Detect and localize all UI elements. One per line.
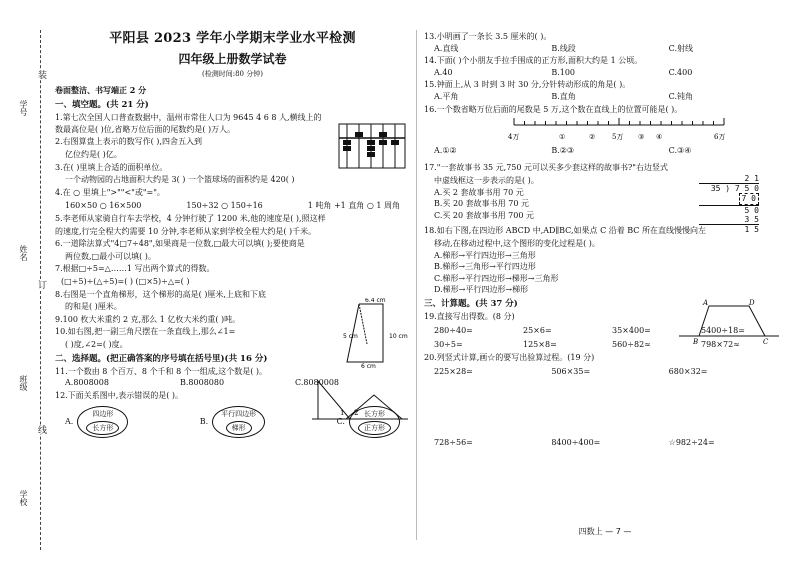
question-4-items bbox=[55, 198, 410, 212]
option-a: A.①② bbox=[434, 145, 457, 155]
abacus-figure bbox=[337, 122, 407, 172]
question-13: 13.小明画了一条长 3.5 厘米的( )。 bbox=[424, 32, 552, 41]
question-10a: 10.如右图,把一副三角尺摆在一条直线上,那么∠1= bbox=[55, 327, 236, 337]
inner-oval: 长方形 bbox=[86, 421, 119, 435]
mark-4: ④ bbox=[656, 133, 663, 142]
compare-item-1: 160×50 ○ 16×500 bbox=[65, 201, 142, 211]
vertical-calc-row-2 bbox=[424, 437, 786, 449]
option-a: A.40 bbox=[434, 67, 453, 77]
question-2b: 亿位约是( )亿。 bbox=[65, 150, 122, 160]
option-c: C.400 bbox=[668, 67, 693, 77]
right-column bbox=[424, 30, 786, 550]
option-c: C.8080008 bbox=[295, 378, 340, 388]
left-column bbox=[55, 30, 410, 550]
number-line-figure bbox=[424, 115, 784, 141]
option-c-letter: C. bbox=[336, 417, 345, 426]
option-b: B.100 bbox=[551, 67, 576, 77]
calc-item: ☆982÷24= bbox=[668, 438, 715, 448]
mark-1: ① bbox=[559, 133, 566, 142]
option-b: B.②③ bbox=[551, 145, 575, 155]
binding-margin bbox=[10, 30, 50, 550]
quadrilateral-figure bbox=[679, 298, 779, 344]
question-1: 1.第七次全国人口普查数据中，温州市常住人口为 9645 4 6 8 人,横线上的数最高位是( )位,省略万位后面的尾数约是( )万人。 bbox=[55, 113, 322, 134]
option-b: B.直角 bbox=[551, 91, 576, 101]
calc-item: 35×400= bbox=[612, 325, 651, 335]
option-a-diagram bbox=[65, 406, 128, 438]
question-15: 15.钟面上,从 3 时到 3 时 30 分,分针转动形成的角是( )。 bbox=[424, 80, 631, 90]
question-18b: 移动,在移动过程中,这个图形的变化过程是( )。 bbox=[434, 238, 600, 248]
mark-3: ③ bbox=[638, 133, 645, 142]
section-1-title: 一、填空题。(共 21 分) bbox=[55, 99, 149, 110]
question-18-options bbox=[424, 250, 664, 296]
question-7b: (□÷5)÷(△÷5)=( ) (□×5)÷△=( ) bbox=[61, 277, 190, 286]
exam-title: 平阳县 2023 学年小学期末学业水平检测 bbox=[109, 31, 356, 46]
question-8a: 8.右图是一个直角梯形，这个梯形的高是( )厘米,上底和下底 bbox=[55, 289, 266, 299]
trapezoid-bottom-label: 6 cm bbox=[361, 363, 376, 368]
option-b: B.8008080 bbox=[180, 378, 225, 388]
option-a-letter: A. bbox=[65, 417, 74, 426]
column-divider bbox=[416, 30, 417, 540]
subtract-step: 3 5 bbox=[744, 214, 759, 224]
mark-2: ② bbox=[589, 133, 596, 142]
question-6a: 6.一道除法算式"4□7÷48",如果商是一位数,□最大可以填( );要使商是 bbox=[55, 239, 305, 249]
calc-item: 280÷40= bbox=[434, 325, 473, 335]
dividend-line: 35 ) 7 5 0 bbox=[699, 183, 759, 193]
calc-item: 728÷56= bbox=[434, 438, 473, 448]
option-b: B.梯形→三角形→平行四边形 bbox=[434, 262, 536, 272]
question-2a: 2.右图算盘上表示的数写作( ),四舍五入到 bbox=[55, 137, 202, 147]
tick-4wan: 4万 bbox=[508, 133, 520, 142]
question-6b: 两位数,□最小可以填( )。 bbox=[65, 251, 156, 261]
question-4: 4.在 ○ 里填上">""<"或"="。 bbox=[55, 187, 165, 197]
tick-5wan: 5万 bbox=[612, 133, 624, 142]
school-label: 学校 bbox=[19, 490, 28, 506]
trapezoid-side-label: 10 cm bbox=[389, 333, 408, 340]
calc-item: 8400÷400= bbox=[551, 438, 601, 448]
triangle-rulers-figure bbox=[310, 373, 410, 423]
right-trapezoid-figure bbox=[337, 298, 412, 368]
question-18a: 18.如右下图,在四边形 ABCD 中,AD∥BC,如果点 C 沿着 BC 所在直线慢慢向左 bbox=[424, 226, 706, 236]
section-2-title: 二、选择题。(把正确答案的序号填在括号里)(共 16 分) bbox=[55, 353, 268, 364]
calc-item: 125×8= bbox=[523, 340, 557, 350]
question-14-options bbox=[424, 67, 786, 79]
point-a: A bbox=[703, 299, 709, 307]
option-a: A.直线 bbox=[434, 43, 459, 53]
point-c: C bbox=[763, 338, 769, 344]
trapezoid-top-label: 6.4 cm bbox=[365, 298, 386, 304]
option-d: D.梯形→平行四边形→梯形 bbox=[434, 285, 529, 295]
option-a: A.买 2 套故事书用 70 元 bbox=[434, 187, 524, 197]
inner-oval: 正方形 bbox=[358, 421, 391, 435]
long-division-figure bbox=[699, 174, 759, 234]
point-b: B bbox=[693, 338, 699, 344]
calc-item: 225×28= bbox=[434, 366, 473, 376]
option-a: A.梯形→平行四边形→三角形 bbox=[434, 250, 536, 260]
quotient: 2 1 bbox=[744, 174, 759, 183]
dashed-box-step: 7 0 bbox=[739, 193, 759, 204]
outer-label: 长方形 bbox=[363, 409, 385, 418]
option-b-diagram bbox=[200, 406, 265, 438]
calc-item: 30÷5= bbox=[434, 340, 463, 350]
option-a: A.平角 bbox=[434, 91, 459, 101]
trapezoid-slant-label: 5 cm bbox=[343, 333, 358, 340]
cut-line bbox=[40, 30, 41, 550]
id-label: 学号 bbox=[19, 100, 28, 116]
time-note: (检测时间:80 分钟) bbox=[202, 70, 263, 79]
outer-label: 平行四边形 bbox=[221, 409, 257, 418]
option-a: A.8008008 bbox=[65, 378, 109, 388]
compare-item-3: 1 吨角 +1 直角 ○ 1 周角 bbox=[307, 201, 400, 211]
calc-item: 506×35= bbox=[551, 366, 591, 376]
cut-mark-3: 线 bbox=[36, 425, 46, 434]
option-b: B.买 20 套故事书用 70 元 bbox=[434, 199, 529, 209]
question-20: 20.列竖式计算,画☆的要写出验算过程。(19 分) bbox=[424, 352, 595, 362]
calc-item: 5400÷18= bbox=[701, 325, 745, 335]
question-3: 3.在( )里填上合适的面积单位。 bbox=[55, 162, 168, 172]
question-3b: 一个动物园的占地面积大约是 3( ) 一个篮球场的面积约是 420( ) bbox=[65, 175, 295, 185]
cut-mark-2: 订 bbox=[36, 280, 46, 289]
point-d: D bbox=[749, 299, 755, 307]
question-13-options bbox=[424, 43, 786, 55]
compare-item-2: 150÷32 ○ 150÷16 bbox=[186, 201, 263, 211]
question-19: 19.直接写出得数。(8 分) bbox=[424, 312, 515, 322]
question-14: 14.下面( )个小朋友手拉手围成的正方形,面积大约是 1 公顷。 bbox=[424, 56, 643, 66]
question-10b: ( )度,∠2=( )度。 bbox=[65, 339, 128, 349]
option-b: B.线段 bbox=[551, 43, 576, 53]
option-b-letter: B. bbox=[199, 417, 209, 426]
cut-mark-1: 装 bbox=[36, 70, 46, 79]
angle-2-label: 2 bbox=[354, 409, 359, 417]
section-3-title: 三、计算题。(共 37 分) bbox=[424, 298, 518, 309]
question-9: 9.100 枚大米重约 2 克,那么 1 亿枚大米约重( )吨。 bbox=[55, 314, 241, 324]
remainder: 1 5 bbox=[699, 224, 759, 234]
question-17b: 中虚线框这一步表示的是( )。 bbox=[434, 175, 539, 185]
option-c: C.射线 bbox=[668, 43, 694, 53]
outer-oval bbox=[77, 406, 128, 438]
option-c: C.③④ bbox=[668, 145, 692, 155]
question-5a: 5.李老师从家骑自行车去学校，4 分钟行驶了 1200 米,他的速度是( ),照这样 bbox=[55, 214, 326, 224]
inner-oval: 梯形 bbox=[226, 421, 252, 435]
neatness-note: 卷面整洁、书写端正 2 分 bbox=[55, 85, 147, 96]
question-12: 12.下面关系图中,表示错误的是( )。 bbox=[55, 391, 184, 401]
question-7a: 7.根据□÷5=△……1 写出两个算式的得数。 bbox=[55, 264, 215, 274]
option-c: C.买 20 套故事书用 700 元 bbox=[434, 210, 534, 220]
outer-label: 四边形 bbox=[92, 409, 114, 418]
calc-item: 560÷82≈ bbox=[612, 340, 651, 350]
option-c: C.梯形→平行四边形→梯形→三角形 bbox=[434, 273, 559, 283]
question-11: 11.一个数由 8 个百万、8 个千和 8 个一组成,这个数是( )。 bbox=[55, 366, 268, 376]
remainder-step: 5 0 bbox=[699, 205, 759, 215]
angle-1-label: 1 bbox=[340, 409, 345, 417]
vertical-calc-row-1 bbox=[424, 366, 786, 378]
calc-item: 680×32= bbox=[668, 366, 708, 376]
question-5b: 的速度,行完全程大约需要 10 分钟,李老师从家到学校全程大约是( )千米。 bbox=[55, 226, 317, 236]
calc-item: 798×72≈ bbox=[701, 340, 740, 350]
question-15-options bbox=[424, 91, 786, 103]
exam-subtitle: 四年级上册数学试卷 bbox=[178, 51, 287, 66]
tick-6wan: 6万 bbox=[714, 133, 726, 142]
option-c: C.钝角 bbox=[668, 91, 694, 101]
name-label: 姓名 bbox=[19, 245, 28, 261]
question-8b: 的和是( )厘米。 bbox=[65, 302, 122, 312]
page-number: 四数上 — 7 — bbox=[578, 527, 632, 537]
question-16-options bbox=[424, 145, 786, 157]
question-17a: 17."一套故事书 35 元,750 元可以买多少套这样的故事书?"右边竖式 bbox=[424, 163, 668, 173]
question-16: 16.一个数省略万位后面的尾数是 5 万,这个数在直线上的位置可能是( )。 bbox=[424, 104, 683, 114]
calc-item: 25×6= bbox=[523, 325, 552, 335]
outer-oval bbox=[212, 406, 265, 438]
class-label: 班级 bbox=[19, 375, 28, 391]
